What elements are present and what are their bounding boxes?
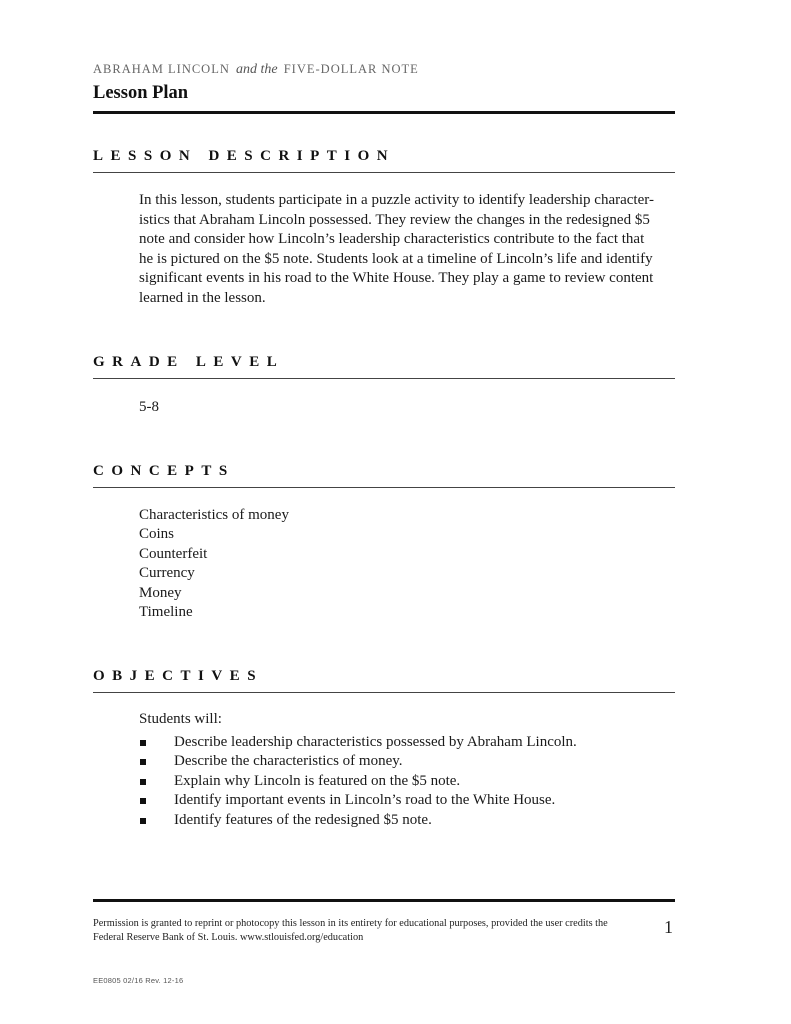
objective-text: Describe the characteristics of money. (174, 753, 403, 770)
divider-concepts (93, 487, 675, 488)
heading-concepts: CONCEPTS (93, 463, 235, 479)
paragraph-line: he is pictured on the $5 note. Students look at a timeline of Lincoln’s life and identify (139, 250, 653, 267)
grade-level-value: 5-8 (139, 399, 159, 415)
paragraph-line: significant events in his road to the White House. They play a game to review content (139, 270, 654, 287)
series-title-script: and the (236, 62, 278, 77)
paragraph-line: learned in the lesson. (139, 289, 266, 306)
objective-text: Identify important events in Lincoln’s road to the White House. (174, 792, 556, 809)
concept-item: Currency (139, 565, 195, 582)
heading-grade-level: GRADE LEVEL (93, 354, 285, 370)
permission-note (93, 917, 638, 944)
concept-item: Money (139, 584, 182, 601)
footer-rule (93, 899, 675, 902)
paragraph-line: note and consider how Lincoln’s leadership characteristics contribute to the fact that (139, 231, 645, 248)
heading-lesson-description: LESSON DESCRIPTION (93, 148, 396, 164)
concept-item: Counterfeit (139, 545, 208, 562)
concept-item: Characteristics of money (139, 507, 289, 523)
bullet-square-icon (140, 798, 146, 804)
bullet-square-icon (140, 740, 146, 746)
objective-text: Describe leadership characteristics possessed by Abraham Lincoln. (174, 734, 577, 750)
page-number: 1 (664, 917, 673, 937)
objective-text: Explain why Lincoln is featured on the $5 note. (174, 772, 461, 789)
heading-objectives: OBJECTIVES (93, 668, 264, 684)
bullet-square-icon (140, 779, 146, 785)
objectives-intro: Students will: (139, 711, 222, 727)
paragraph-line: istics that Abraham Lincoln possessed. They review the changes in the redesigned $5 (139, 211, 650, 228)
permission-line: Federal Reserve Bank of St. Louis. www.stlouisfed.org/education (93, 931, 364, 943)
objective-text: Identify features of the redesigned $5 note. (174, 811, 432, 828)
paragraph-line: In this lesson, students participate in a puzzle activity to identify leadership character- (139, 192, 654, 208)
lesson-description-paragraph (139, 191, 681, 309)
series-title-part2: FIVE-DOLLAR NOTE (283, 62, 419, 76)
concept-item: Coins (139, 526, 175, 543)
document-type: Lesson Plan (93, 83, 189, 103)
divider-grade-level (93, 378, 675, 379)
permission-line: Permission is granted to reprint or photocopy this lesson in its entirety for educational purposes, provided the user credits the (93, 918, 608, 929)
concept-item: Timeline (139, 604, 193, 621)
bullet-square-icon (140, 759, 146, 765)
document-code: EE0805 02/16 Rev. 12-16 (93, 976, 184, 985)
concepts-list (139, 506, 289, 622)
divider-lesson-description (93, 172, 675, 173)
divider-objectives (93, 692, 675, 693)
series-title-part1: ABRAHAM LINCOLN (93, 62, 230, 76)
bullet-square-icon (140, 818, 146, 824)
header-rule (93, 111, 675, 114)
series-title (93, 62, 419, 78)
